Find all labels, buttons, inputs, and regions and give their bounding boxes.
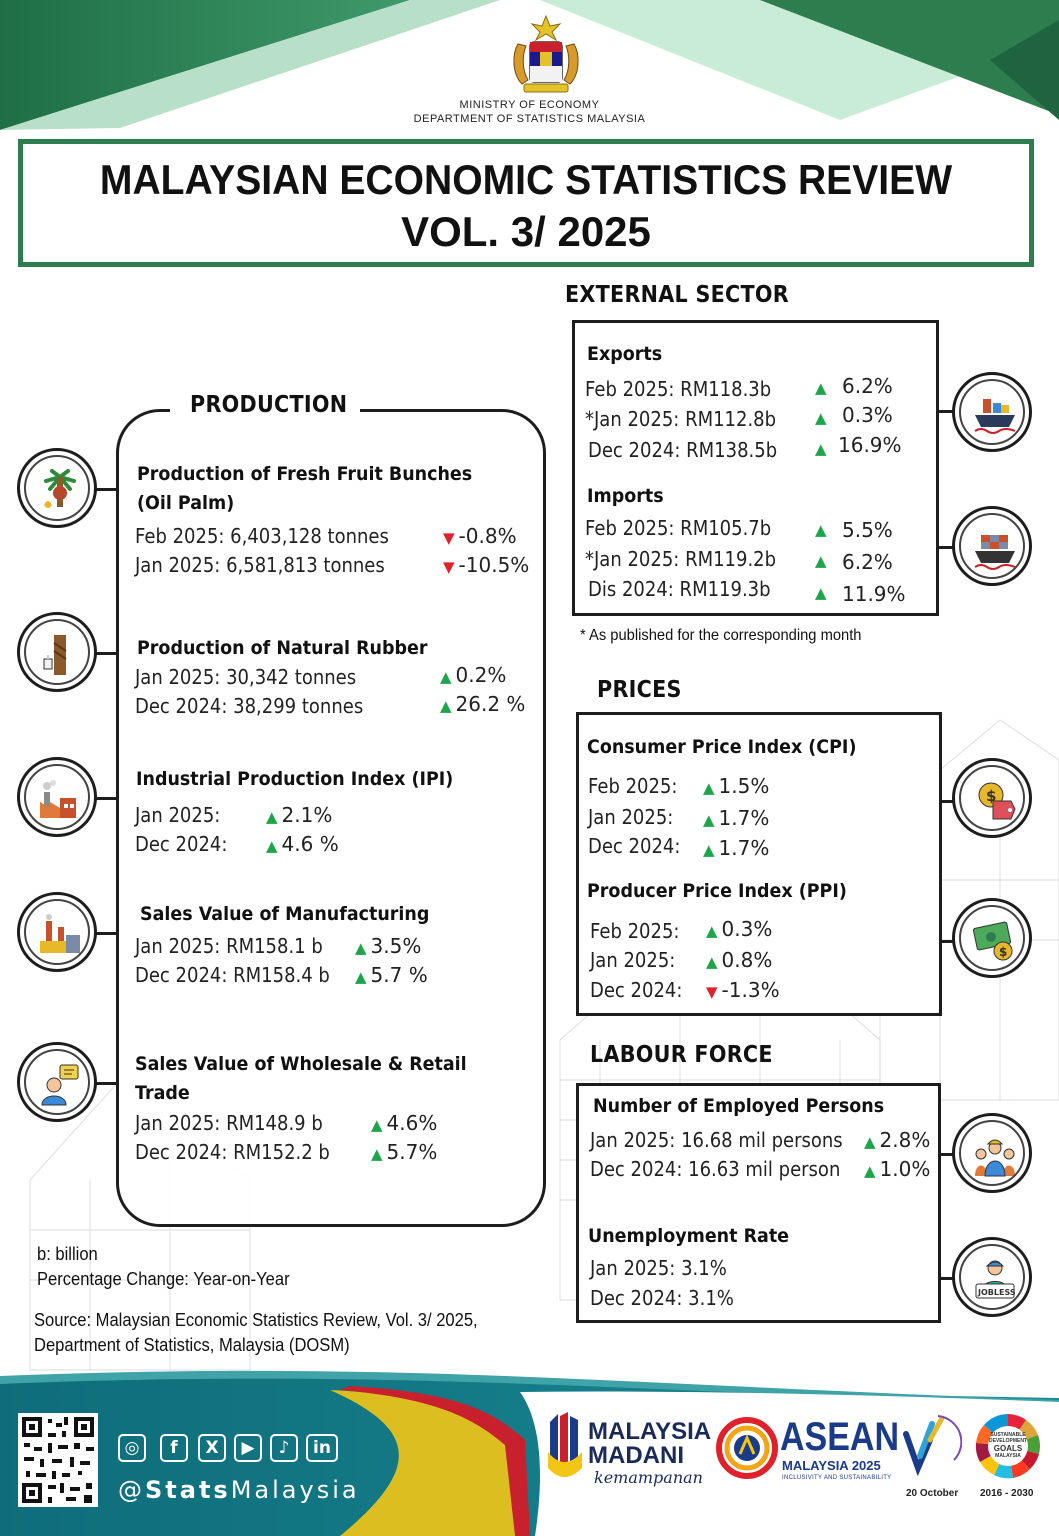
ffb-row-2-label: Jan 2025: 6,581,813 tonnes	[135, 553, 385, 577]
sdg-line-3: GOALS	[993, 1444, 1023, 1453]
rubber-row-1-label: Jan 2025: 30,342 tonnes	[135, 665, 357, 689]
sdg-line-1: SUSTAINABLE	[990, 1432, 1026, 1438]
container-ship-icon	[952, 506, 1032, 586]
exports-row-3-change: 16.9%	[838, 433, 902, 457]
sdg-years: 2016 - 2030	[980, 1488, 1034, 1499]
exports-row-2-change: 0.3%	[842, 403, 893, 427]
connector-line	[940, 940, 953, 943]
external-footnote: * As published for the corresponding month	[580, 627, 862, 644]
manufacturing-row-1-label: Jan 2025: RM158.1 b	[135, 934, 323, 958]
ppi-row-3-change: ▼ -1.3%	[706, 978, 780, 1002]
employed-row-2-change: ▲ 1.0%	[864, 1157, 930, 1181]
cargo-ship-icon	[952, 372, 1032, 452]
rubber-tree-icon	[17, 612, 97, 692]
ffb-title: Production of Fresh Fruit Bunches	[137, 463, 473, 485]
percentage-note: Percentage Change: Year-on-Year	[37, 1269, 290, 1289]
connector-line	[96, 488, 118, 491]
imports-row-2-label: *Jan 2025: RM119.2b	[585, 547, 777, 571]
external-heading: EXTERNAL SECTOR	[565, 282, 789, 308]
up-arrow-icon: ▲	[815, 440, 827, 458]
money-coins-icon	[952, 898, 1032, 978]
price-tag-icon	[952, 758, 1032, 838]
sdg-line-4: MALAYSIA	[995, 1453, 1021, 1459]
svg-text:JOBLESS: JOBLESS	[978, 1288, 1016, 1297]
department-label: DEPARTMENT OF STATISTICS MALAYSIA	[413, 113, 646, 125]
handle-rest: Malaysia	[230, 1476, 360, 1504]
handle-prefix: @	[118, 1476, 145, 1504]
facebook-icon[interactable]: f	[160, 1434, 188, 1462]
imports-row-3-change: 11.9%	[842, 582, 906, 606]
retail-person-icon	[17, 1042, 97, 1122]
rubber-row-2-label: Dec 2024: 38,299 tonnes	[135, 694, 364, 718]
connector-line	[96, 932, 118, 935]
ppi-row-1-label: Feb 2025:	[590, 919, 680, 943]
employed-row-2-label: Dec 2024: 16.63 mil person	[590, 1157, 841, 1181]
exports-row-1-change: 6.2%	[842, 374, 893, 398]
madani-line-2: MADANI	[588, 1442, 684, 1469]
up-arrow-icon: ▲	[815, 584, 827, 602]
wholesale-title: Sales Value of Wholesale & Retail	[135, 1053, 467, 1075]
cpi-row-1-label: Feb 2025:	[588, 774, 678, 798]
palm-oil-icon	[17, 448, 97, 528]
rubber-row-1-change: ▲ 0.2%	[440, 663, 506, 687]
employed-title: Number of Employed Persons	[593, 1095, 885, 1117]
imports-row-1-label: Feb 2025: RM105.7b	[585, 516, 772, 540]
source-line-1: Source: Malaysian Economic Statistics Review, Vol. 3/ 2025,	[34, 1310, 478, 1330]
ministry-label: MINISTRY OF ECONOMY	[459, 99, 600, 111]
madani-logo-text	[588, 1420, 711, 1468]
imports-row-1-change: 5.5%	[842, 518, 893, 542]
up-arrow-icon: ▲	[815, 552, 827, 570]
unemployment-title: Unemployment Rate	[588, 1225, 790, 1247]
cpi-row-1-change: ▲ 1.5%	[703, 774, 769, 798]
asean-line-2: MALAYSIA 2025	[782, 1458, 881, 1473]
connector-line	[939, 1153, 953, 1156]
rubber-row-2-change: ▲ 26.2 %	[440, 692, 525, 716]
sdg-line-2: DEVELOPMENT	[988, 1438, 1028, 1444]
exports-title: Exports	[587, 343, 663, 365]
manufacturing-row-2-change: ▲ 5.7 %	[355, 963, 428, 987]
ipi-row-2-label: Dec 2024:	[135, 832, 228, 856]
wholesale-row-1-change: ▲ 4.6%	[371, 1111, 437, 1135]
manufacturing-title: Sales Value of Manufacturing	[140, 903, 430, 925]
labour-heading: LABOUR FORCE	[590, 1042, 773, 1068]
connector-line	[96, 797, 118, 800]
workers-icon	[952, 1113, 1032, 1193]
up-arrow-icon: ▲	[815, 409, 827, 427]
svg-text:$: $	[999, 945, 1008, 959]
youtube-icon[interactable]: ▶	[234, 1434, 262, 1462]
imports-row-3-label: Dis 2024: RM119.3b	[588, 577, 771, 601]
imports-row-2-change: 6.2%	[842, 550, 893, 574]
ipi-row-1-change: ▲ 2.1%	[266, 803, 332, 827]
page-volume: VOL. 3/ 2025	[401, 208, 651, 255]
ppi-row-2-change: ▲ 0.8%	[706, 948, 772, 972]
ipi-row-2-change: ▲ 4.6 %	[266, 832, 339, 856]
up-arrow-icon: ▲	[815, 379, 827, 397]
wholesale-row-2-label: Dec 2024: RM152.2 b	[135, 1140, 330, 1164]
handle-bold: Stats	[145, 1476, 231, 1504]
cpi-row-2-change: ▲ 1.7%	[703, 806, 769, 830]
wholesale-row-1-label: Jan 2025: RM148.9 b	[135, 1111, 323, 1135]
wholesale-title-2: Trade	[135, 1082, 190, 1104]
tiktok-icon[interactable]: ♪	[270, 1434, 298, 1462]
statistics-day-date: 20 October	[906, 1488, 959, 1499]
exports-row-1-label: Feb 2025: RM118.3b	[585, 377, 772, 401]
ffb-row-1-label: Feb 2025: 6,403,128 tonnes	[135, 524, 389, 548]
ffb-row-2-change: ▼ -10.5%	[443, 553, 529, 577]
connector-line	[96, 1082, 118, 1085]
page-title: MALAYSIAN ECONOMIC STATISTICS REVIEW	[99, 156, 953, 203]
up-arrow-icon: ▲	[815, 521, 827, 539]
sdg-text	[988, 1432, 1028, 1459]
linkedin-icon[interactable]: in	[306, 1434, 338, 1462]
cpi-row-3-label: Dec 2024:	[588, 834, 681, 858]
employed-row-1-label: Jan 2025: 16.68 mil persons	[590, 1128, 843, 1152]
ppi-title: Producer Price Index (PPI)	[587, 880, 847, 902]
connector-line	[96, 652, 118, 655]
ppi-row-3-label: Dec 2024:	[590, 978, 683, 1002]
manufacturing-row-2-label: Dec 2024: RM158.4 b	[135, 963, 330, 987]
connector-line	[940, 800, 953, 803]
cpi-title: Consumer Price Index (CPI)	[587, 736, 857, 758]
ipi-row-1-label: Jan 2025:	[135, 803, 221, 827]
ipi-title: Industrial Production Index (IPI)	[136, 768, 454, 790]
malaysia-madani-emblem-icon	[546, 1412, 586, 1482]
prices-heading: PRICES	[597, 677, 682, 703]
source-line-2: Department of Statistics, Malaysia (DOSM)	[34, 1335, 350, 1355]
manufacturing-row-1-change: ▲ 3.5%	[355, 934, 421, 958]
employed-row-1-change: ▲ 2.8%	[864, 1128, 930, 1152]
production-heading: PRODUCTION	[190, 392, 348, 418]
ppi-row-2-label: Jan 2025:	[590, 948, 676, 972]
rubber-title: Production of Natural Rubber	[137, 637, 428, 659]
imports-title: Imports	[587, 485, 664, 507]
connector-line	[937, 410, 953, 413]
connector-line	[939, 1277, 953, 1280]
madani-line-1: MALAYSIA	[588, 1418, 712, 1445]
cpi-row-2-label: Jan 2025:	[588, 805, 674, 829]
cpi-row-3-change: ▲ 1.7%	[703, 836, 769, 860]
jobless-person-icon	[952, 1237, 1032, 1317]
unemployment-row-2-label: Dec 2024: 3.1%	[590, 1286, 734, 1310]
wholesale-row-2-change: ▲ 5.7%	[371, 1140, 437, 1164]
madani-line-3: kemampanan	[594, 1468, 703, 1487]
factory-icon	[17, 757, 97, 837]
ppi-row-1-change: ▲ 0.3%	[706, 917, 772, 941]
instagram-icon[interactable]: ◎	[118, 1434, 146, 1462]
x-twitter-icon[interactable]: X	[198, 1434, 226, 1462]
statistics-day-emblem-icon	[898, 1410, 962, 1486]
social-handle[interactable]	[118, 1476, 360, 1504]
asean-line-1: ASEAN	[780, 1415, 900, 1459]
billion-note: b: billion	[37, 1244, 98, 1264]
coat-of-arms-emblem	[504, 14, 588, 96]
ffb-row-1-change: ▼ -0.8%	[443, 524, 517, 548]
exports-row-3-label: Dec 2024: RM138.5b	[588, 438, 778, 462]
title-box	[18, 139, 1034, 267]
qr-code-icon	[18, 1413, 98, 1507]
exports-row-2-label: *Jan 2025: RM112.8b	[585, 407, 777, 431]
svg-text:$: $	[986, 787, 997, 805]
connector-line	[937, 546, 953, 549]
asean-emblem-icon	[716, 1414, 778, 1482]
ffb-title-2: (Oil Palm)	[137, 492, 235, 514]
manufacturing-icon	[17, 892, 97, 972]
unemployment-row-1-label: Jan 2025: 3.1%	[590, 1256, 727, 1280]
asean-line-3: INCLUSIVITY AND SUSTAINABILITY	[782, 1475, 892, 1481]
